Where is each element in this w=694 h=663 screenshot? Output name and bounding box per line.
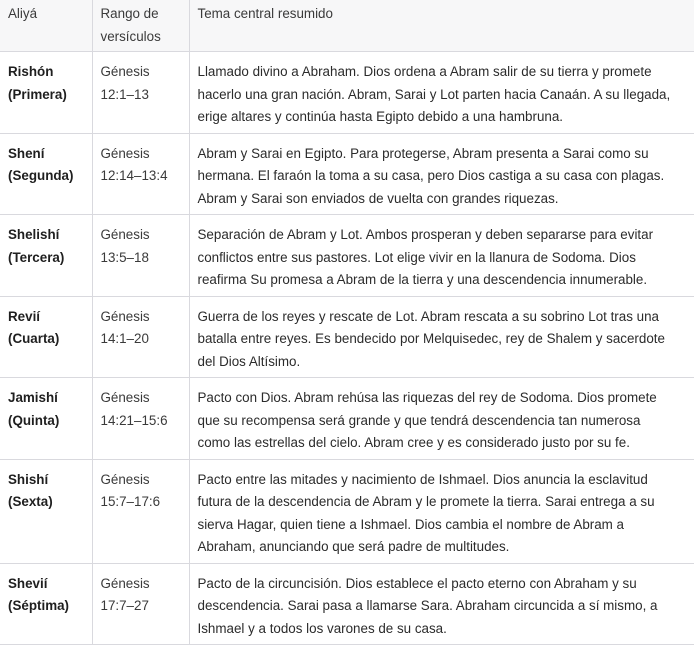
tema-line: sierva Hagar, quien tiene a Ishmael. Dios cambia el nombre de Abram a <box>197 516 624 532</box>
tema-line: Separación de Abram y Lot. Ambos prosperan y deben separarse para evitar <box>197 227 654 242</box>
rango-cell <box>92 459 189 563</box>
rango-cell <box>92 296 189 378</box>
rango-range: 13:5–18 <box>100 249 149 265</box>
aliya-ordinal: (Tercera) <box>8 249 65 265</box>
tema-line: Llamado divino a Abraham. Dios ordena a Abram salir de su tierra y promete <box>197 64 652 79</box>
rango-book: Génesis <box>100 64 150 79</box>
tema-cell <box>189 52 694 134</box>
rango-cell <box>92 215 189 297</box>
aliya-name: Rishón <box>8 64 54 79</box>
tema-line: Guerra de los reyes y rescate de Lot. Abram rescata a su sobrino Lot tras una <box>197 308 659 324</box>
rango-cell <box>92 563 189 645</box>
tema-line: Abram y Sarai son enviados de vuelta con grandes riquezas. <box>197 190 559 206</box>
header-aliya: Aliyá <box>0 0 92 52</box>
aliya-name: Shevií <box>8 575 48 591</box>
tema-cell <box>189 563 694 645</box>
rango-range: 15:7–17:6 <box>100 494 161 509</box>
tema-cell <box>189 133 694 215</box>
table-row <box>0 215 694 297</box>
tema-line: conflictos entre sus pastores. Lot elige vivir en la llanura de Sodoma. Dios <box>197 249 636 265</box>
tema-line: que su recompensa será grande y que tendrá descendencia tan numerosa <box>197 412 641 428</box>
table-body <box>0 52 694 645</box>
tema-line: futura de la descendencia de Abram y le promete la tierra. Sarai entrega a su <box>197 494 655 509</box>
tema-line: Pacto entre las mitades y nacimiento de Ishmael. Dios anuncia la esclavitud <box>197 471 648 487</box>
header-rango <box>92 0 189 52</box>
aliya-name: Shishí <box>8 471 49 487</box>
aliya-name: Shelishí <box>8 227 60 242</box>
header-tema: Tema central resumido <box>189 0 694 52</box>
tema-line: erige altares y continúa hasta Egipto debido a una hambruna. <box>197 109 564 124</box>
tema-line: hermana. El faraón la toma a su casa, pero Dios castiga a su casa con plagas. <box>197 168 665 183</box>
tema-cell <box>189 459 694 563</box>
table-row <box>0 378 694 460</box>
table-row <box>0 459 694 563</box>
aliya-cell <box>0 563 92 645</box>
tema-line: Ishmael y a todos los varones de su casa. <box>197 620 447 636</box>
aliya-name: Shení <box>8 145 45 161</box>
header-rango-line1: Rango de <box>100 6 159 21</box>
rango-cell <box>92 378 189 460</box>
rango-book: Génesis <box>100 145 150 161</box>
tema-line: batalla entre reyes. Es bendecido por Melquisedec, rey de Shalem y sacerdote <box>197 331 665 346</box>
tema-line: hacerlo una gran nación. Abram, Sarai y Lot parten hacia Canaán. A su llegada, <box>197 86 671 102</box>
tema-line: Pacto con Dios. Abram rehúsa las riquezas del rey de Sodoma. Dios promete <box>197 390 657 405</box>
tema-cell <box>189 215 694 297</box>
header-rango-line2: versículos <box>100 28 161 44</box>
rango-range: 17:7–27 <box>100 598 149 613</box>
aliya-cell <box>0 133 92 215</box>
aliya-ordinal: (Quinta) <box>8 412 60 428</box>
tema-line: Pacto de la circuncisión. Dios establece el pacto eterno con Abraham y su <box>197 575 637 591</box>
rango-range: 12:1–13 <box>100 86 149 102</box>
tema-line: como las estrellas del cielo. Abram cree y es considerado justo por su fe. <box>197 435 630 450</box>
rango-book: Génesis <box>100 575 150 591</box>
rango-range: 12:14–13:4 <box>100 168 168 183</box>
rango-book: Génesis <box>100 227 150 242</box>
aliya-ordinal: (Primera) <box>8 86 67 102</box>
tema-line: Abraham, anunciando que será padre de multitudes. <box>197 539 510 554</box>
tema-line: reafirma Su promesa a Abram de la tierra y una descendencia innumerable. <box>197 272 648 287</box>
tema-line: Abram y Sarai en Egipto. Para protegerse, Abram presenta a Sarai como su <box>197 145 649 161</box>
tema-line: descendencia. Sarai pasa a llamarse Sara. Abraham circuncida a sí mismo, a <box>197 598 658 613</box>
tema-cell <box>189 296 694 378</box>
table-row <box>0 52 694 134</box>
rango-range: 14:1–20 <box>100 331 149 346</box>
table-row <box>0 563 694 645</box>
aliya-name: Revií <box>8 308 41 324</box>
aliya-cell <box>0 296 92 378</box>
aliya-ordinal: (Séptima) <box>8 598 70 613</box>
aliya-ordinal: (Sexta) <box>8 494 53 509</box>
table-header <box>0 0 694 52</box>
rango-book: Génesis <box>100 471 150 487</box>
aliya-ordinal: (Segunda) <box>8 168 74 183</box>
tema-line: del Dios Altísimo. <box>197 353 301 369</box>
aliya-name: Jamishí <box>8 390 58 405</box>
rango-book: Génesis <box>100 308 150 324</box>
aliya-ordinal: (Cuarta) <box>8 331 60 346</box>
aliya-cell <box>0 459 92 563</box>
rango-cell <box>92 52 189 134</box>
table-row <box>0 133 694 215</box>
rango-book: Génesis <box>100 390 150 405</box>
tema-cell <box>189 378 694 460</box>
aliya-cell <box>0 378 92 460</box>
aliya-cell <box>0 52 92 134</box>
rango-cell <box>92 133 189 215</box>
header-row <box>0 0 694 52</box>
aliya-cell <box>0 215 92 297</box>
rango-range: 14:21–15:6 <box>100 412 168 428</box>
table-row <box>0 296 694 378</box>
